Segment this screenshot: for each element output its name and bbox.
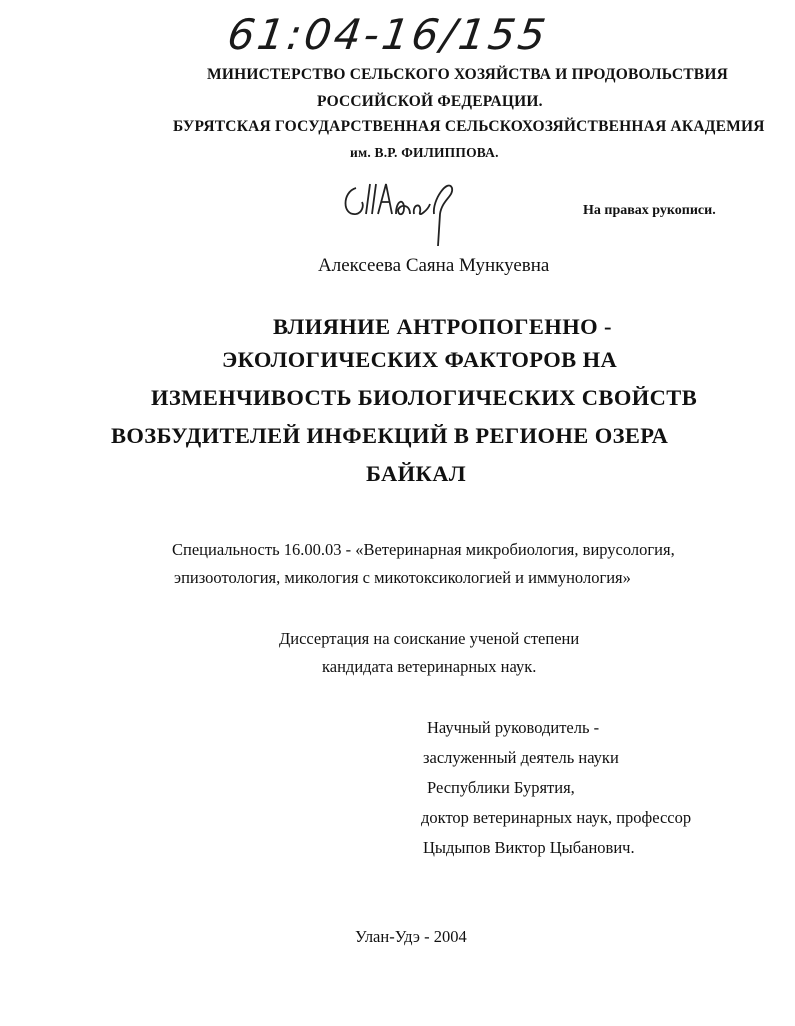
- author-name: Алексеева Саяна Мункуевна: [318, 255, 550, 276]
- author-signature: [338, 170, 468, 250]
- handwritten-archive-number: 61:04-16/155: [224, 10, 552, 59]
- header-ministry: МИНИСТЕРСТВО СЕЛЬСКОГО ХОЗЯЙСТВА И ПРОДОВОЛЬСТВИЯ: [207, 66, 728, 83]
- title-line-4: ВОЗБУДИТЕЛЕЙ ИНФЕКЦИЙ В РЕГИОНЕ ОЗЕРА: [111, 423, 669, 448]
- supervisor-line-2: заслуженный деятель науки: [423, 748, 619, 767]
- title-line-2: ЭКОЛОГИЧЕСКИХ ФАКТОРОВ НА: [222, 347, 618, 372]
- dissertation-line-1: Диссертация на соискание ученой степени: [279, 629, 580, 648]
- dissertation-line-2: кандидата ветеринарных наук.: [322, 657, 537, 676]
- specialty-line-1: Специальность 16.00.03 - «Ветеринарная микробиология, вирусология,: [172, 540, 675, 559]
- header-academy-name: им. В.Р. ФИЛИППОВА.: [350, 145, 499, 160]
- header-federation: РОССИЙСКОЙ ФЕДЕРАЦИИ.: [317, 93, 543, 110]
- title-line-1: ВЛИЯНИЕ АНТРОПОГЕННО -: [273, 314, 612, 339]
- specialty-line-2: эпизоотология, микология с микотоксикологией и иммунология»: [174, 568, 631, 587]
- supervisor-line-1: Научный руководитель -: [427, 718, 600, 737]
- title-line-5: БАЙКАЛ: [366, 461, 467, 486]
- supervisor-line-3: Республики Бурятия,: [427, 778, 575, 797]
- supervisor-line-5: Цыдыпов Виктор Цыбанович.: [423, 838, 635, 857]
- header-academy: БУРЯТСКАЯ ГОСУДАРСТВЕННАЯ СЕЛЬСКОХОЗЯЙСТВЕННАЯ АКАДЕМИЯ: [173, 118, 765, 135]
- footer-city-year: Улан-Удэ - 2004: [355, 927, 467, 946]
- title-line-3: ИЗМЕНЧИВОСТЬ БИОЛОГИЧЕСКИХ СВОЙСТВ: [151, 385, 698, 410]
- supervisor-line-4: доктор ветеринарных наук, профессор: [421, 808, 692, 827]
- manuscript-note: На правах рукописи.: [583, 203, 716, 218]
